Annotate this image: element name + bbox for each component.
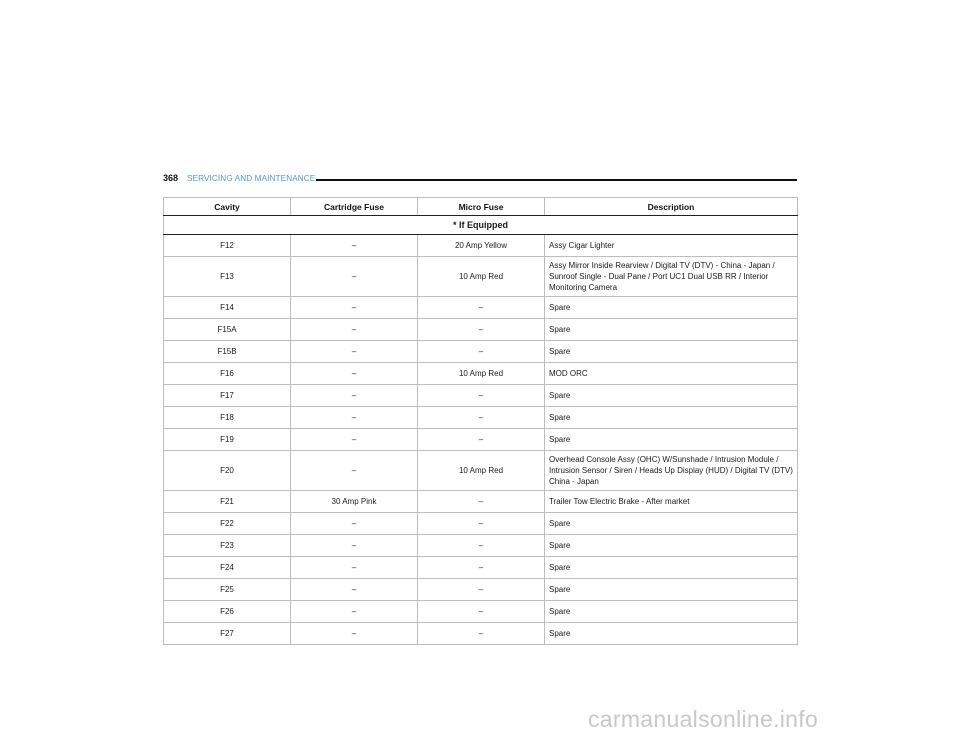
micro-fuse-cell: 10 Amp Red xyxy=(418,257,545,297)
description-cell: Assy Cigar Lighter xyxy=(545,235,798,257)
cartridge-fuse-cell: – xyxy=(291,513,418,535)
table-row xyxy=(164,407,798,429)
micro-fuse-cell: – xyxy=(418,297,545,319)
watermark: carmanualsonline.info xyxy=(588,706,819,732)
section-title: SERVICING AND MAINTENANCE xyxy=(187,174,316,183)
if-equipped-note: * If Equipped xyxy=(164,216,798,235)
cartridge-fuse-cell: – xyxy=(291,623,418,645)
micro-fuse-cell: 20 Amp Yellow xyxy=(418,235,545,257)
micro-fuse-cell: – xyxy=(418,341,545,363)
page-header xyxy=(163,173,797,185)
description-cell: Spare xyxy=(545,579,798,601)
table-row xyxy=(164,491,798,513)
table-row xyxy=(164,623,798,645)
micro-fuse-cell: – xyxy=(418,407,545,429)
table-row xyxy=(164,557,798,579)
description-cell: MOD ORC xyxy=(545,363,798,385)
cartridge-fuse-cell: – xyxy=(291,407,418,429)
table-row xyxy=(164,513,798,535)
header-rule xyxy=(316,179,797,181)
description-cell: Trailer Tow Electric Brake - After market xyxy=(545,491,798,513)
cavity-cell: F26 xyxy=(164,601,291,623)
table-row xyxy=(164,385,798,407)
cavity-cell: F13 xyxy=(164,257,291,297)
cartridge-fuse-cell: – xyxy=(291,385,418,407)
micro-fuse-cell: – xyxy=(418,491,545,513)
cartridge-fuse-cell: – xyxy=(291,429,418,451)
description-cell: Spare xyxy=(545,535,798,557)
column-header-micro-fuse: Micro Fuse xyxy=(418,198,545,216)
cavity-cell: F19 xyxy=(164,429,291,451)
description-cell: Spare xyxy=(545,297,798,319)
cavity-cell: F16 xyxy=(164,363,291,385)
cartridge-fuse-cell: – xyxy=(291,579,418,601)
cavity-cell: F15A xyxy=(164,319,291,341)
cartridge-fuse-cell: – xyxy=(291,257,418,297)
table-row xyxy=(164,429,798,451)
table-row xyxy=(164,363,798,385)
cartridge-fuse-cell: – xyxy=(291,557,418,579)
cartridge-fuse-cell: – xyxy=(291,297,418,319)
cartridge-fuse-cell: – xyxy=(291,535,418,557)
table-row xyxy=(164,579,798,601)
cavity-cell: F24 xyxy=(164,557,291,579)
description-cell: Spare xyxy=(545,319,798,341)
cavity-cell: F25 xyxy=(164,579,291,601)
cavity-cell: F18 xyxy=(164,407,291,429)
table-row xyxy=(164,341,798,363)
description-cell: Spare xyxy=(545,513,798,535)
description-cell: Assy Mirror Inside Rearview / Digital TV (DTV) - China - Japan / Sunroof Single - Dual Pane / Port UC1 Dual USB RR / Interior Monitoring Camera xyxy=(545,257,798,297)
cavity-cell: F23 xyxy=(164,535,291,557)
cartridge-fuse-cell: – xyxy=(291,319,418,341)
table-row xyxy=(164,235,798,257)
description-cell: Overhead Console Assy (OHC) W/Sunshade / Intrusion Module / Intrusion Sensor / Siren / Heads Up Display (HUD) / Digital TV (DTV) China - Japan xyxy=(545,451,798,491)
micro-fuse-cell: – xyxy=(418,623,545,645)
table-header-row xyxy=(164,198,798,216)
fuse-table xyxy=(163,197,798,645)
micro-fuse-cell: – xyxy=(418,319,545,341)
table-row xyxy=(164,297,798,319)
cavity-cell: F14 xyxy=(164,297,291,319)
description-cell: Spare xyxy=(545,407,798,429)
micro-fuse-cell: – xyxy=(418,513,545,535)
cavity-cell: F21 xyxy=(164,491,291,513)
description-cell: Spare xyxy=(545,385,798,407)
cavity-cell: F22 xyxy=(164,513,291,535)
if-equipped-row xyxy=(164,216,798,235)
description-cell: Spare xyxy=(545,557,798,579)
cavity-cell: F12 xyxy=(164,235,291,257)
cartridge-fuse-cell: – xyxy=(291,601,418,623)
micro-fuse-cell: – xyxy=(418,429,545,451)
page-number: 368 xyxy=(163,173,179,183)
cavity-cell: F15B xyxy=(164,341,291,363)
micro-fuse-cell: – xyxy=(418,535,545,557)
table-row xyxy=(164,535,798,557)
column-header-cavity: Cavity xyxy=(164,198,291,216)
micro-fuse-cell: 10 Amp Red xyxy=(418,451,545,491)
micro-fuse-cell: – xyxy=(418,601,545,623)
column-header-description: Description xyxy=(545,198,798,216)
cartridge-fuse-cell: – xyxy=(291,451,418,491)
cartridge-fuse-cell: – xyxy=(291,363,418,385)
cavity-cell: F27 xyxy=(164,623,291,645)
micro-fuse-cell: – xyxy=(418,579,545,601)
cartridge-fuse-cell: – xyxy=(291,235,418,257)
description-cell: Spare xyxy=(545,341,798,363)
description-cell: Spare xyxy=(545,429,798,451)
cavity-cell: F20 xyxy=(164,451,291,491)
table-row xyxy=(164,257,798,297)
micro-fuse-cell: – xyxy=(418,385,545,407)
micro-fuse-cell: 10 Amp Red xyxy=(418,363,545,385)
cavity-cell: F17 xyxy=(164,385,291,407)
cartridge-fuse-cell: 30 Amp Pink xyxy=(291,491,418,513)
table-row xyxy=(164,451,798,491)
description-cell: Spare xyxy=(545,623,798,645)
cartridge-fuse-cell: – xyxy=(291,341,418,363)
column-header-cartridge-fuse: Cartridge Fuse xyxy=(291,198,418,216)
description-cell: Spare xyxy=(545,601,798,623)
micro-fuse-cell: – xyxy=(418,557,545,579)
table-row xyxy=(164,319,798,341)
table-row xyxy=(164,601,798,623)
